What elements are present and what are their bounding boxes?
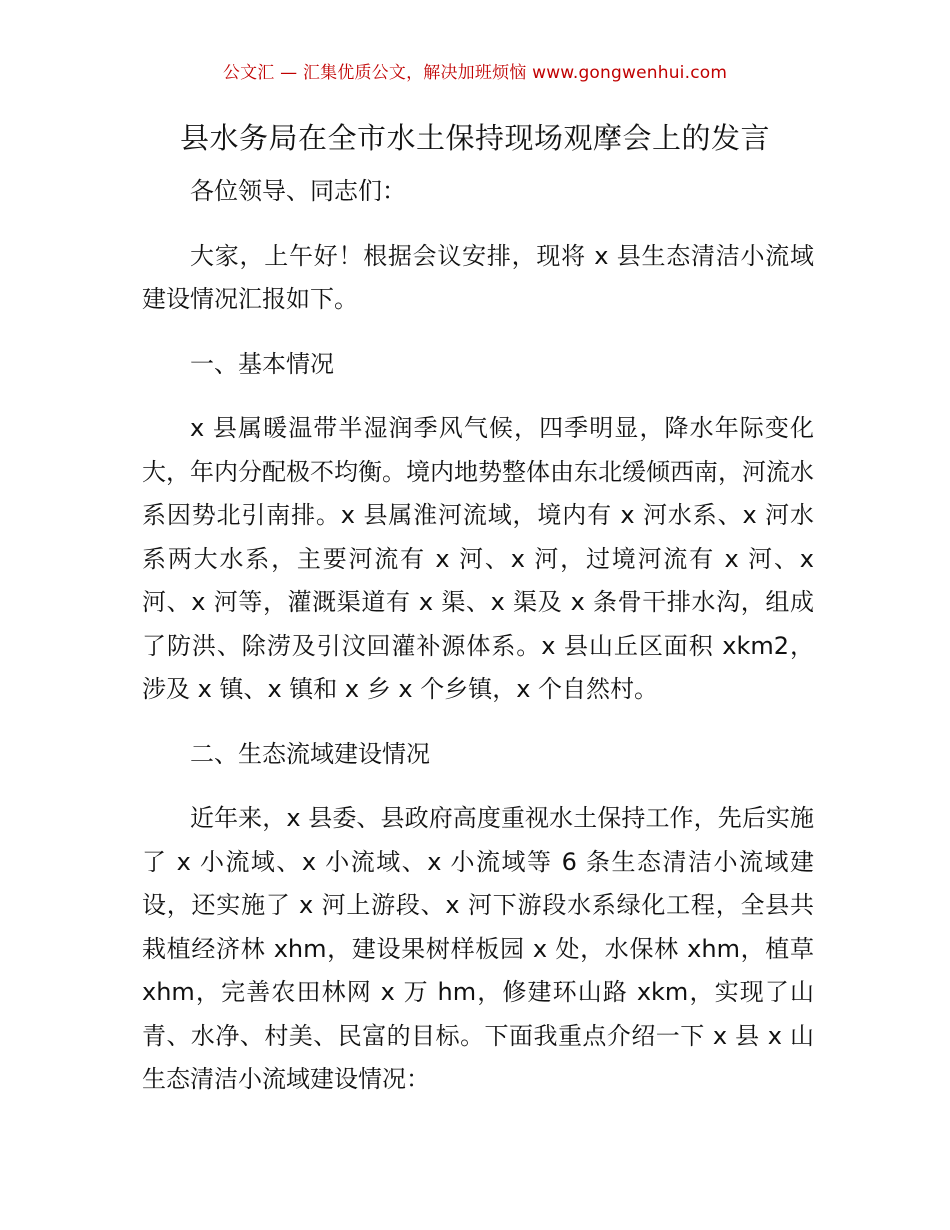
salutation-paragraph: 各位领导、同志们： (190, 177, 406, 205)
construction-paragraph: 近年来，x 县委、县政府高度重视水土保持工作，先后实施了 x 小流域、x 小流域、x 小流域等 6 条生态清洁小流域建设，还实施了 x 河上游段、x 河下游段水系绿化工程，全县共栽植经济林 xhm，建设果树样板园 x 处，水保林 xhm，植草 xhm，完善农田林网 x 万 hm，修建环山路 xkm，实现了山青、水净、村美、民富的目标。下面我重点介绍一下 x 县 x 山生态清洁小流域建设情况： (142, 804, 814, 1093)
section-heading-construction: 二、生态流域建设情况 (190, 739, 430, 768)
header-banner: 公文汇 — 汇集优质公文，解决加班烦恼 www.gongwenhui.com (222, 63, 728, 83)
basic-info-paragraph: x 县属暖温带半湿润季风气候，四季明显，降水年际变化大，年内分配极不均衡。境内地势整体由东北缓倾西南，河流水系因势北引南排。x 县属淮河流域，境内有 x 河水系、x 河水系两大水系，主要河流有 x 河、x 河，过境河流有 x 河、x 河、x 河等，灌溉渠道有 x 渠、x 渠及 x 条骨干排水沟，组成了防洪、除涝及引汶回灌补源体系。x 县山丘区面积 xkm2，涉及 x 镇、x 镇和 x 乡 x 个乡镇，x 个自然村。 (142, 414, 814, 703)
section-heading-basic: 一、基本情况 (190, 349, 334, 378)
document-title: 县水务局在全市水土保持现场观摩会上的发言 (179, 121, 770, 155)
document-body (142, 170, 814, 1123)
greeting-paragraph: 大家，上午好！根据会议安排，现将 x 县生态清洁小流域建设情况汇报如下。 (142, 241, 814, 313)
